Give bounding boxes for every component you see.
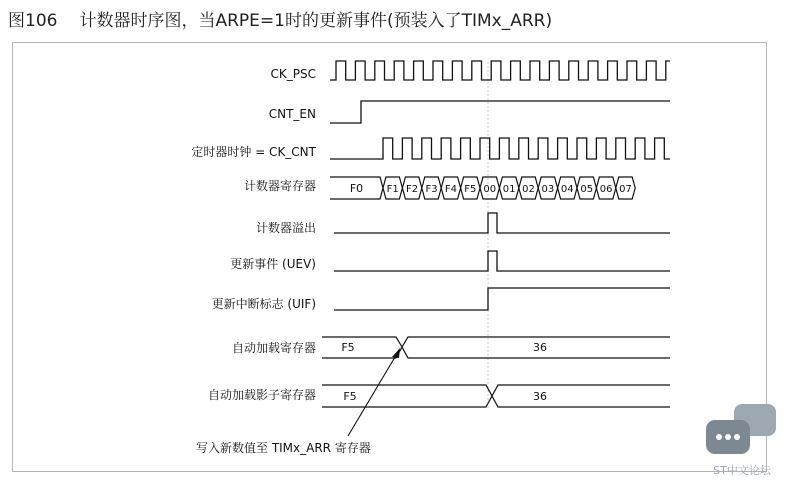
counter-value: 01: [502, 184, 516, 195]
dot-icon: [734, 434, 740, 440]
counter-value: F4: [444, 184, 457, 195]
counter-value: F2: [406, 184, 419, 195]
arrowhead-icon: [392, 348, 400, 358]
counter-value: F1: [386, 184, 399, 195]
counter-value: F3: [425, 184, 438, 195]
label-ck-psc: CK_PSC: [270, 67, 316, 81]
forum-watermark: [704, 402, 780, 482]
annotation-text: 写入新数值至 TIMx_ARR 寄存器: [196, 441, 371, 455]
waveform-ck-cnt: [330, 138, 670, 159]
waveform-uev: [334, 251, 670, 271]
counter-value: F5: [464, 184, 477, 195]
counter-value: F0: [349, 182, 364, 195]
waveform-uif: [334, 288, 670, 310]
figure-number: 图106: [8, 11, 58, 31]
counter-value: 07: [619, 184, 632, 195]
label-arr-register: 自动加载寄存器: [231, 341, 316, 355]
waveform-counter-overflow: [334, 213, 670, 233]
dot-icon: [716, 434, 722, 440]
counter-value: 06: [599, 184, 613, 195]
arr-register-value-new: 36: [533, 341, 547, 354]
label-cnt-en: CNT_EN: [268, 107, 316, 121]
label-counter-register: 计数器寄存器: [243, 179, 316, 193]
label-arr-shadow: 自动加载影子寄存器: [207, 388, 316, 402]
waveform-ck-psc: [330, 61, 670, 80]
bus-segment: [492, 385, 670, 407]
arr-register-bus: [322, 337, 670, 358]
label-ck-cnt: 定时器时钟 = CK_CNT: [191, 145, 316, 159]
counter-value: 02: [522, 184, 535, 195]
watermark-caption: ST中文论坛: [713, 464, 771, 477]
waveform-cnt-en: [330, 101, 670, 123]
figure-title: 计数器时序图，当ARPE=1时的更新事件(预装入了TIMx_ARR): [79, 11, 553, 31]
counter-value: 00: [483, 184, 497, 195]
arr-shadow-value-old: F5: [343, 390, 357, 403]
label-uev: 更新事件 (UEV): [230, 257, 316, 271]
arr-register-value-old: F5: [341, 341, 355, 354]
arr-shadow-value-new: 36: [533, 390, 547, 403]
arr-shadow-bus: [322, 385, 670, 407]
label-uif: 更新中断标志 (UIF): [211, 297, 316, 311]
dot-icon: [725, 434, 731, 440]
label-counter-overflow: 计数器溢出: [255, 221, 316, 235]
counter-value: 03: [541, 184, 555, 195]
bus-segment: [322, 337, 402, 358]
counter-value: 05: [580, 184, 594, 195]
counter-register-bus: [330, 177, 635, 199]
counter-value: 04: [560, 184, 574, 195]
